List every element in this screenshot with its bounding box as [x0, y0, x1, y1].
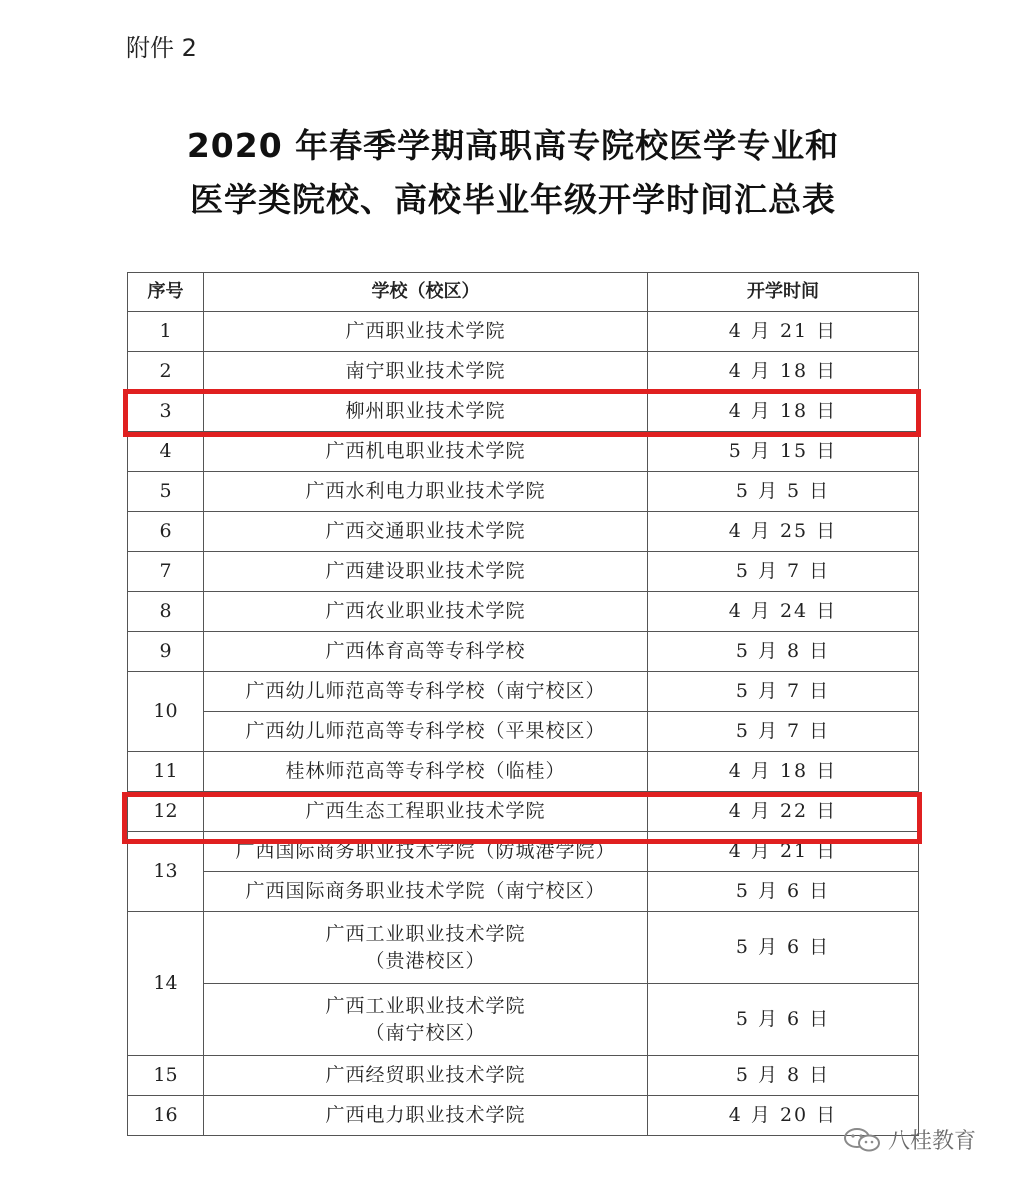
row-no: 10	[128, 672, 204, 752]
row-date: 4 月 21 日	[648, 832, 919, 872]
row-school-name: 广西工业职业技术学院	[325, 922, 526, 945]
row-date: 4 月 20 日	[648, 1096, 919, 1136]
row-school: 桂林师范高等专科学校（临桂）	[204, 752, 648, 792]
row-no: 2	[128, 352, 204, 392]
row-no: 3	[128, 392, 204, 432]
table-row	[128, 512, 919, 552]
row-no: 4	[128, 432, 204, 472]
table-row	[128, 1096, 919, 1136]
row-date: 4 月 18 日	[648, 392, 919, 432]
row-date: 4 月 24 日	[648, 592, 919, 632]
row-date: 5 月 7 日	[648, 712, 919, 752]
row-date: 5 月 8 日	[648, 632, 919, 672]
table-header-row	[128, 273, 919, 312]
row-no: 8	[128, 592, 204, 632]
table-row	[128, 872, 919, 912]
row-date: 5 月 6 日	[648, 912, 919, 984]
table-row	[128, 552, 919, 592]
row-no: 15	[128, 1056, 204, 1096]
row-school: 广西生态工程职业技术学院	[204, 792, 648, 832]
row-date: 5 月 15 日	[648, 432, 919, 472]
document-title-line1: 2020 年春季学期高职高专院校医学专业和	[186, 126, 840, 165]
table-row	[128, 984, 919, 1056]
row-school: 柳州职业技术学院	[204, 392, 648, 432]
row-school	[204, 912, 648, 984]
table-row	[128, 912, 919, 984]
row-school: 广西电力职业技术学院	[204, 1096, 648, 1136]
highlight-box-row-3	[123, 389, 921, 437]
row-date: 5 月 7 日	[648, 672, 919, 712]
table-row	[128, 432, 919, 472]
table-row	[128, 672, 919, 712]
table-row	[128, 632, 919, 672]
row-school: 广西机电职业技术学院	[204, 432, 648, 472]
row-no: 12	[128, 792, 204, 832]
table-row	[128, 592, 919, 632]
row-school: 广西经贸职业技术学院	[204, 1056, 648, 1096]
row-no: 13	[128, 832, 204, 912]
row-date: 5 月 6 日	[648, 872, 919, 912]
header-no: 序号	[128, 273, 204, 312]
wechat-icon	[842, 1126, 882, 1154]
row-school: 广西水利电力职业技术学院	[204, 472, 648, 512]
highlight-box-row-12	[122, 792, 922, 844]
row-no: 6	[128, 512, 204, 552]
row-school: 广西幼儿师范高等专科学校（南宁校区）	[204, 672, 648, 712]
table-row	[128, 472, 919, 512]
table-row	[128, 352, 919, 392]
row-no: 14	[128, 912, 204, 1056]
row-date: 4 月 18 日	[648, 752, 919, 792]
row-school: 广西幼儿师范高等专科学校（平果校区）	[204, 712, 648, 752]
row-no: 11	[128, 752, 204, 792]
row-date: 4 月 21 日	[648, 312, 919, 352]
row-school: 广西农业职业技术学院	[204, 592, 648, 632]
row-school: 广西建设职业技术学院	[204, 552, 648, 592]
attachment-label: 附件 2	[126, 34, 197, 62]
row-no: 7	[128, 552, 204, 592]
row-school-campus: （南宁校区）	[365, 1021, 486, 1044]
row-no: 5	[128, 472, 204, 512]
row-school-campus: （贵港校区）	[365, 949, 486, 972]
row-school: 广西职业技术学院	[204, 312, 648, 352]
row-school: 南宁职业技术学院	[204, 352, 648, 392]
row-no: 1	[128, 312, 204, 352]
row-date: 4 月 22 日	[648, 792, 919, 832]
table-row	[128, 752, 919, 792]
row-no: 16	[128, 1096, 204, 1136]
row-school: 广西交通职业技术学院	[204, 512, 648, 552]
table-row	[128, 1056, 919, 1096]
row-date: 5 月 8 日	[648, 1056, 919, 1096]
row-school	[204, 984, 648, 1056]
header-date: 开学时间	[648, 273, 919, 312]
document-title-line2: 医学类院校、高校毕业年级开学时间汇总表	[190, 180, 836, 219]
table-row	[128, 312, 919, 352]
table-row	[128, 712, 919, 752]
row-no: 9	[128, 632, 204, 672]
row-date: 4 月 18 日	[648, 352, 919, 392]
watermark	[842, 1124, 976, 1155]
row-school-name: 广西工业职业技术学院	[325, 994, 526, 1017]
row-school: 广西国际商务职业技术学院（南宁校区）	[204, 872, 648, 912]
row-date: 5 月 7 日	[648, 552, 919, 592]
row-school: 广西国际商务职业技术学院（防城港学院）	[204, 832, 648, 872]
row-date: 5 月 5 日	[648, 472, 919, 512]
row-date: 4 月 25 日	[648, 512, 919, 552]
row-school: 广西体育高等专科学校	[204, 632, 648, 672]
row-date: 5 月 6 日	[648, 984, 919, 1056]
watermark-text: 八桂教育	[888, 1129, 977, 1154]
header-school: 学校（校区）	[204, 273, 648, 312]
